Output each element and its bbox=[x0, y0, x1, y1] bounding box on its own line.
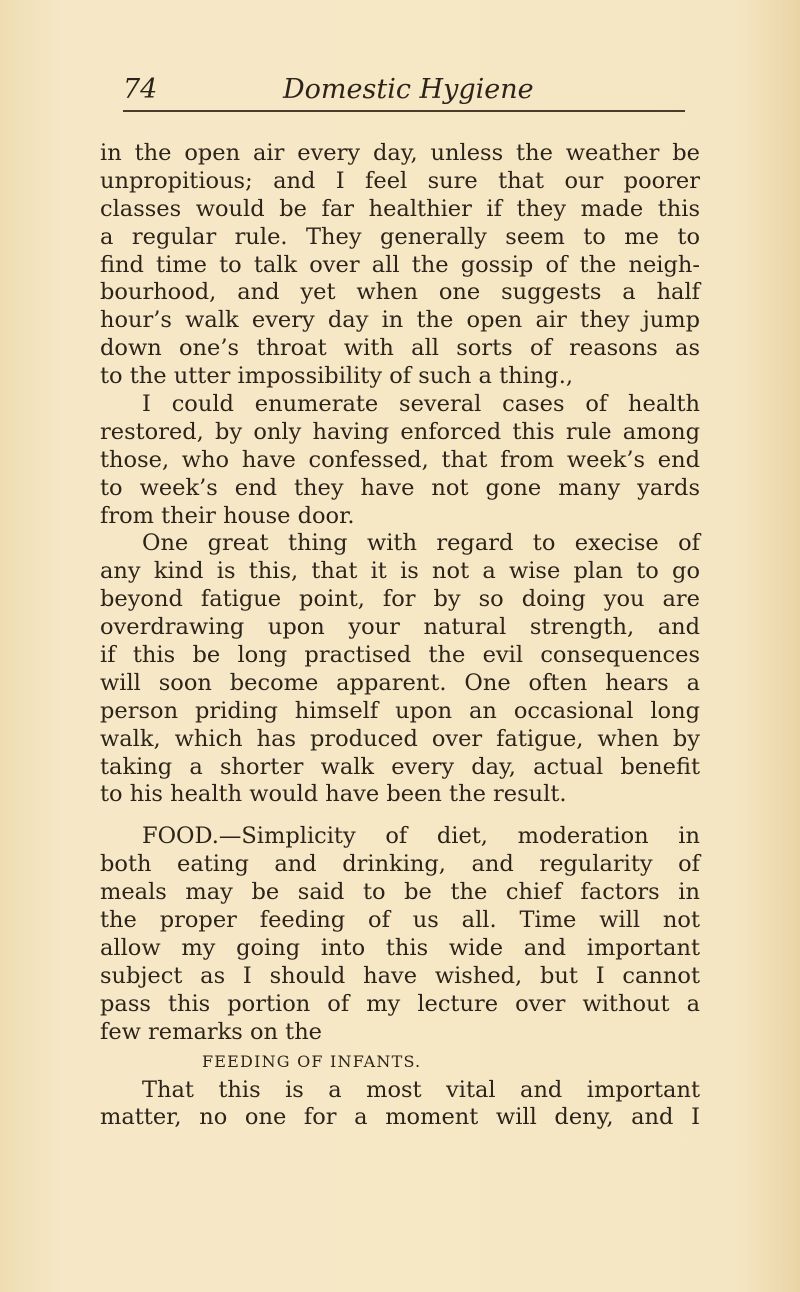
text-line: will soon become apparent. One often hears a bbox=[100, 669, 700, 696]
header-rule bbox=[123, 110, 685, 112]
body-text bbox=[100, 140, 700, 1132]
paragraph-start-line: I could enumerate several cases of health bbox=[142, 391, 700, 418]
paragraph-start-line: One great thing with regard to execise of bbox=[142, 530, 700, 557]
text-line: to his health would have been the result. bbox=[100, 781, 567, 808]
text-line: any kind is this, that it is not a wise plan to go bbox=[100, 558, 700, 585]
text-line: to the utter impossibility of such a thing., bbox=[100, 363, 574, 390]
text-line: matter, no one for a moment will deny, and I bbox=[100, 1104, 700, 1131]
paragraph-start-line: That this is a most vital and important bbox=[142, 1076, 700, 1103]
section-subheading: FEEDING OF INFANTS. bbox=[202, 1051, 422, 1071]
text-line: unpropitious; and I feel sure that our poorer bbox=[100, 167, 700, 194]
text-line: down one’s throat with all sorts of reasons as bbox=[100, 335, 700, 362]
text-line: bourhood, and yet when one suggests a half bbox=[100, 279, 700, 306]
text-line: beyond fatigue point, for by so doing you are bbox=[100, 586, 700, 613]
text-line: to week’s end they have not gone many yards bbox=[100, 474, 700, 501]
text-line: subject as I should have wished, but I cannot bbox=[100, 962, 700, 989]
text-line: hour’s walk every day in the open air they jump bbox=[100, 307, 700, 334]
text-line: few remarks on the bbox=[100, 1018, 323, 1045]
text-line: in the open air every day, unless the weather be bbox=[100, 140, 700, 166]
text-line: classes would be far healthier if they made this bbox=[100, 195, 700, 222]
text-line: those, who have confessed, that from week’s end bbox=[100, 446, 700, 473]
text-line: person priding himself upon an occasional long bbox=[100, 697, 700, 724]
text-line: overdrawing upon your natural strength, and bbox=[100, 614, 700, 641]
text-line: if this be long practised the evil consequences bbox=[100, 642, 700, 669]
text-line: find time to talk over all the gossip of the neigh- bbox=[100, 251, 700, 278]
text-line: meals may be said to be the chief factors in bbox=[100, 879, 700, 906]
text-line: the proper feeding of us all. Time will not bbox=[100, 907, 700, 934]
page-header bbox=[123, 68, 683, 112]
text-line: a regular rule. They generally seem to me to bbox=[100, 223, 700, 250]
text-line: both eating and drinking, and regularity of bbox=[100, 851, 700, 878]
paragraph-start-line: FOOD.—Simplicity of diet, moderation in bbox=[142, 823, 700, 850]
text-line: allow my going into this wide and important bbox=[100, 934, 700, 961]
text-line: from their house door. bbox=[100, 502, 355, 529]
text-line: restored, by only having enforced this rule among bbox=[100, 418, 700, 445]
text-line: pass this portion of my lecture over without a bbox=[100, 990, 700, 1017]
paragraph-gap bbox=[100, 809, 700, 823]
text-line: taking a shorter walk every day, actual benefit bbox=[100, 753, 700, 780]
text-line: walk, which has produced over fatigue, when by bbox=[100, 725, 700, 752]
page-number: 74 bbox=[123, 74, 158, 105]
running-head: Domestic Hygiene bbox=[283, 74, 534, 105]
